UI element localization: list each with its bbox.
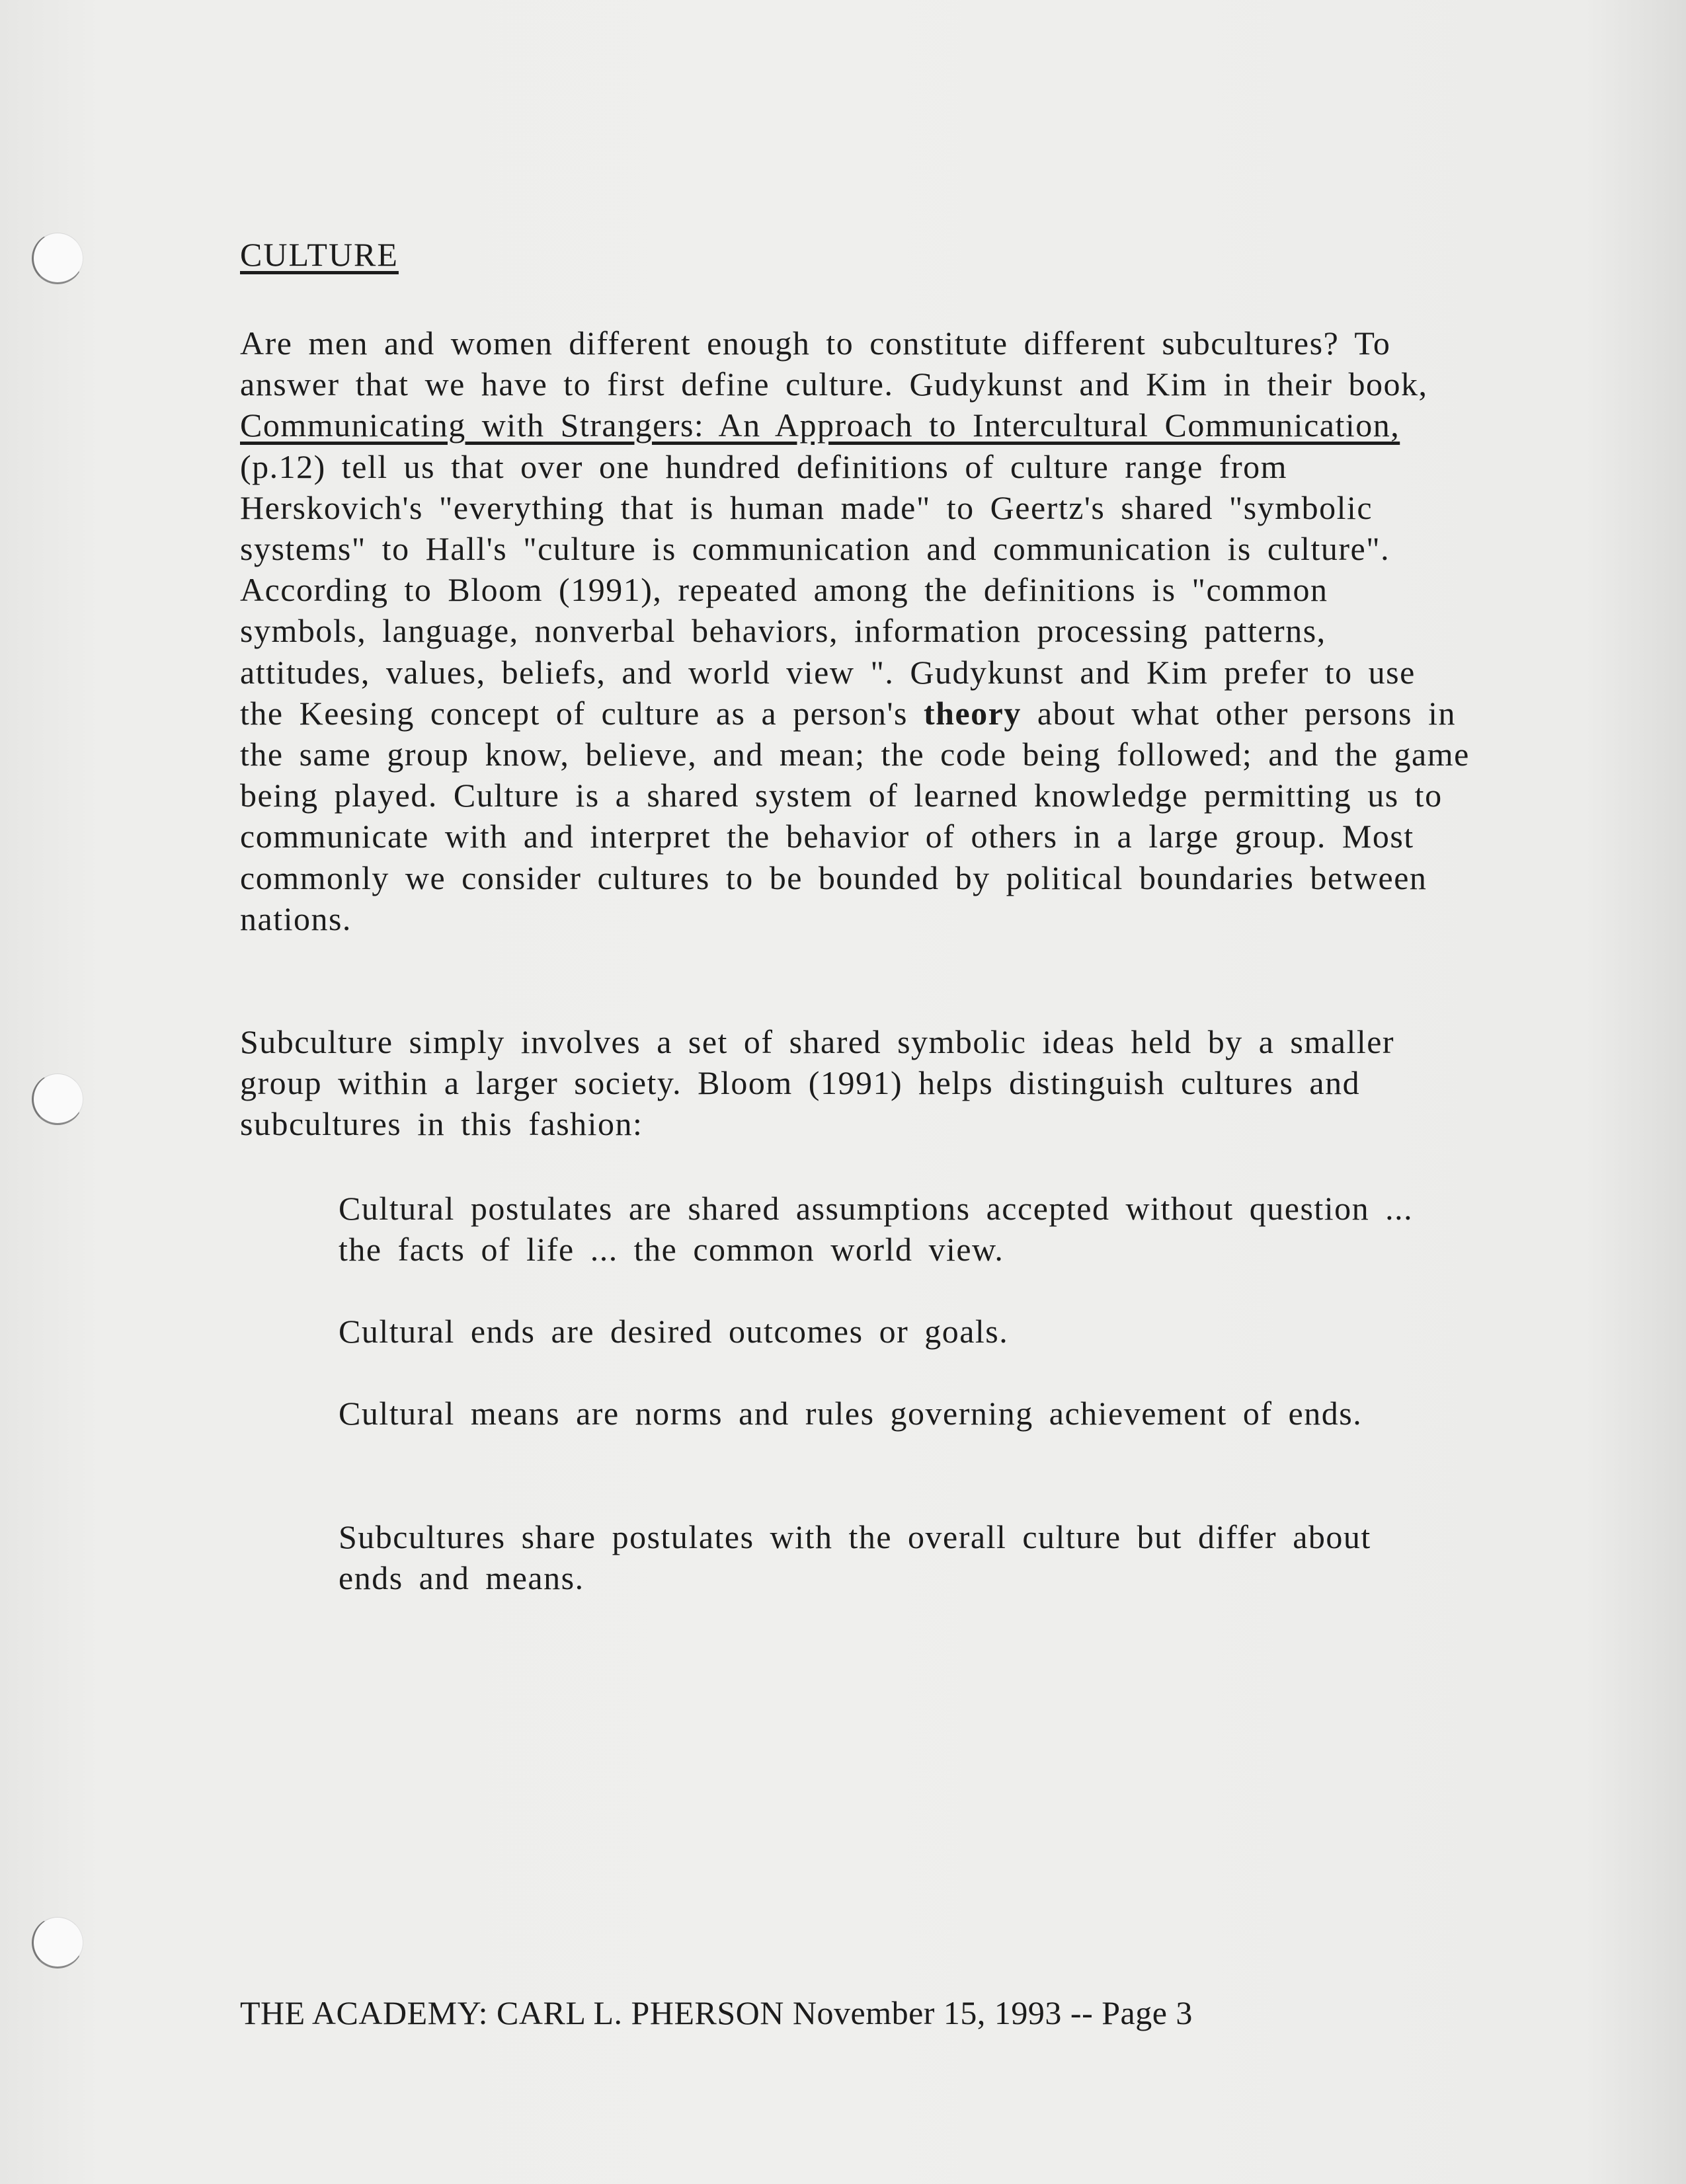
- paragraph-middle: (p.12) tell us that over one hundred definitions of culture range from Herskovich's "everything that is human made" to Geertz's shared "symbolic systems" to Hall's "culture is communication and communication is culture". According to Bloom (1991), repeated among the definitions is "common symbols, language, nonverbal behaviors, information processing patterns, attitudes, values, beliefs, and world view ". Gudykunst and Kim prefer to use the Keesing concept of culture as a person's: [240, 448, 1416, 732]
- paragraph-end: about what other persons in the same group know, believe, and mean; the code being followed; and the game being played. Culture is a shared system of learned knowledge permitting us to communicate with and interpret the behavior of others in a large group. Most commonly we consider cultures to be bounded by political boundaries between nations.: [240, 694, 1470, 937]
- binder-hole: [32, 233, 83, 284]
- binder-hole: [32, 1917, 83, 1969]
- section-heading: CULTURE: [240, 236, 399, 273]
- book-title: Communicating with Strangers: An Approach to Intercultural Communication,: [240, 407, 1400, 444]
- paragraph-subculture: Subculture simply involves a set of shared symbolic ideas held by a smaller group within a larger society. Bloom (1991) helps distinguish cultures and subcultures in this fashion:: [240, 1023, 1395, 1143]
- quote-means: Cultural means are norms and rules governing achievement of ends.: [339, 1395, 1363, 1432]
- quote-postulates: Cultural postulates are shared assumptions accepted without question ... the facts of life ... the common world view.: [339, 1190, 1414, 1268]
- quote-ends: Cultural ends are desired outcomes or goals.: [339, 1313, 1009, 1350]
- page-footer: THE ACADEMY: CARL L. PHERSON November 15, 1993 -- Page 3: [240, 1994, 1193, 2031]
- quote-subcultures: Subcultures share postulates with the overall culture but differ about ends and means.: [339, 1518, 1371, 1597]
- binder-hole: [32, 1073, 83, 1125]
- paragraph-culture-definition: [240, 323, 1470, 939]
- paragraph-intro: Are men and women different enough to constitute different subcultures? To answer that we have to first define culture. Gudykunst and Kim in their book,: [240, 325, 1428, 403]
- emphasis-theory: theory: [923, 694, 1022, 732]
